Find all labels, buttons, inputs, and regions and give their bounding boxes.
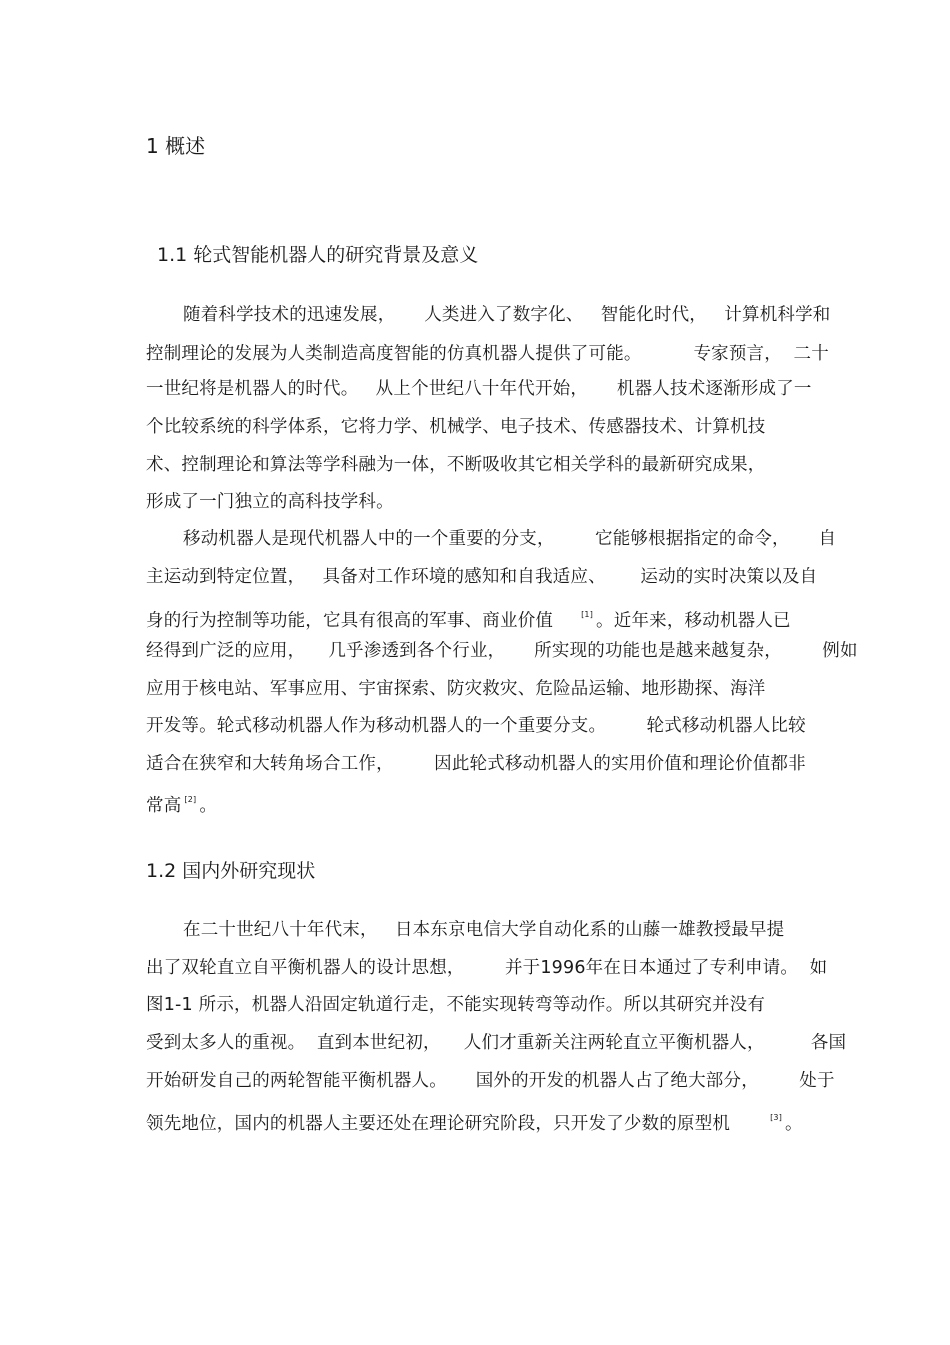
paragraph-line: 在二十世纪八十年代末， 日本东京电信大学自动化系的山藤一雄教授最早提	[183, 920, 785, 940]
line-text: 常高	[146, 796, 182, 816]
paragraph-line: 控制理论的发展为人类制造高度智能的仿真机器人提供了可能。 专家预言， 二十	[146, 344, 829, 364]
paragraph-line: 出了双轮直立自平衡机器人的设计思想， 并于1996年在日本通过了专利申请。 如	[146, 958, 828, 978]
paragraph-line	[146, 1108, 803, 1134]
paragraph-line: 形成了一门独立的高科技学科。	[146, 492, 394, 512]
paragraph-line: 一世纪将是机器人的时代。 从上个世纪八十年代开始， 机器人技术逐渐形成了一	[146, 379, 812, 399]
line-text: 。近年来，移动机器人已	[596, 611, 791, 631]
paragraph-line: 个比较系统的科学体系，它将力学、机械学、电子技术、传感器技术、计算机技	[146, 417, 766, 437]
section-heading-1-1: 1.1 轮式智能机器人的研究背景及意义	[157, 244, 479, 266]
paragraph-line: 随着科学技术的迅速发展， 人类进入了数字化、 智能化时代， 计算机科学和	[183, 305, 831, 325]
paragraph-line: 经得到广泛的应用， 几乎渗透到各个行业， 所实现的功能也是越来越复杂， 例如	[146, 641, 858, 661]
paragraph-line: 图1-1 所示，机器人沿固定轨道行走，不能实现转弯等动作。所以其研究并没有	[146, 995, 766, 1015]
chapter-heading: 1 概述	[146, 134, 206, 158]
paragraph-line: 开始研发自己的两轮智能平衡机器人。 国外的开发的机器人占了绝大部分， 处于	[146, 1071, 835, 1091]
citation-ref: [3]	[770, 1113, 783, 1122]
line-text: 。	[785, 1114, 803, 1134]
citation-ref: [2]	[184, 795, 197, 804]
paragraph-line: 主运动到特定位置， 具备对工作环境的感知和自我适应、 运动的实时决策以及自	[146, 567, 818, 587]
paragraph-line	[146, 790, 217, 816]
paragraph-line: 适合在狭窄和大转角场合工作， 因此轮式移动机器人的实用价值和理论价值都非	[146, 754, 806, 774]
section-heading-1-2: 1.2 国内外研究现状	[146, 860, 316, 882]
paragraph-line: 移动机器人是现代机器人中的一个重要的分支， 它能够根据指定的命令， 自	[183, 529, 837, 549]
line-text: 领先地位，国内的机器人主要还处在理论研究阶段，只开发了少数的原型机	[146, 1114, 731, 1134]
paragraph-line: 术、控制理论和算法等学科融为一体，不断吸收其它相关学科的最新研究成果，	[146, 455, 766, 475]
paragraph-line	[146, 605, 791, 631]
citation-ref: [1]	[581, 610, 594, 619]
paragraph-line: 开发等。轮式移动机器人作为移动机器人的一个重要分支。 轮式移动机器人比较	[146, 716, 806, 736]
line-text: 身的行为控制等功能，它具有很高的军事、商业价值	[146, 611, 554, 631]
line-text: 。	[199, 796, 218, 816]
paragraph-line: 应用于核电站、军事应用、宇宙探索、防灾救灾、危险品运输、地形勘探、海洋	[146, 679, 766, 699]
paragraph-line: 受到太多人的重视。 直到本世纪初， 人们才重新关注两轮直立平衡机器人， 各国	[146, 1033, 847, 1053]
